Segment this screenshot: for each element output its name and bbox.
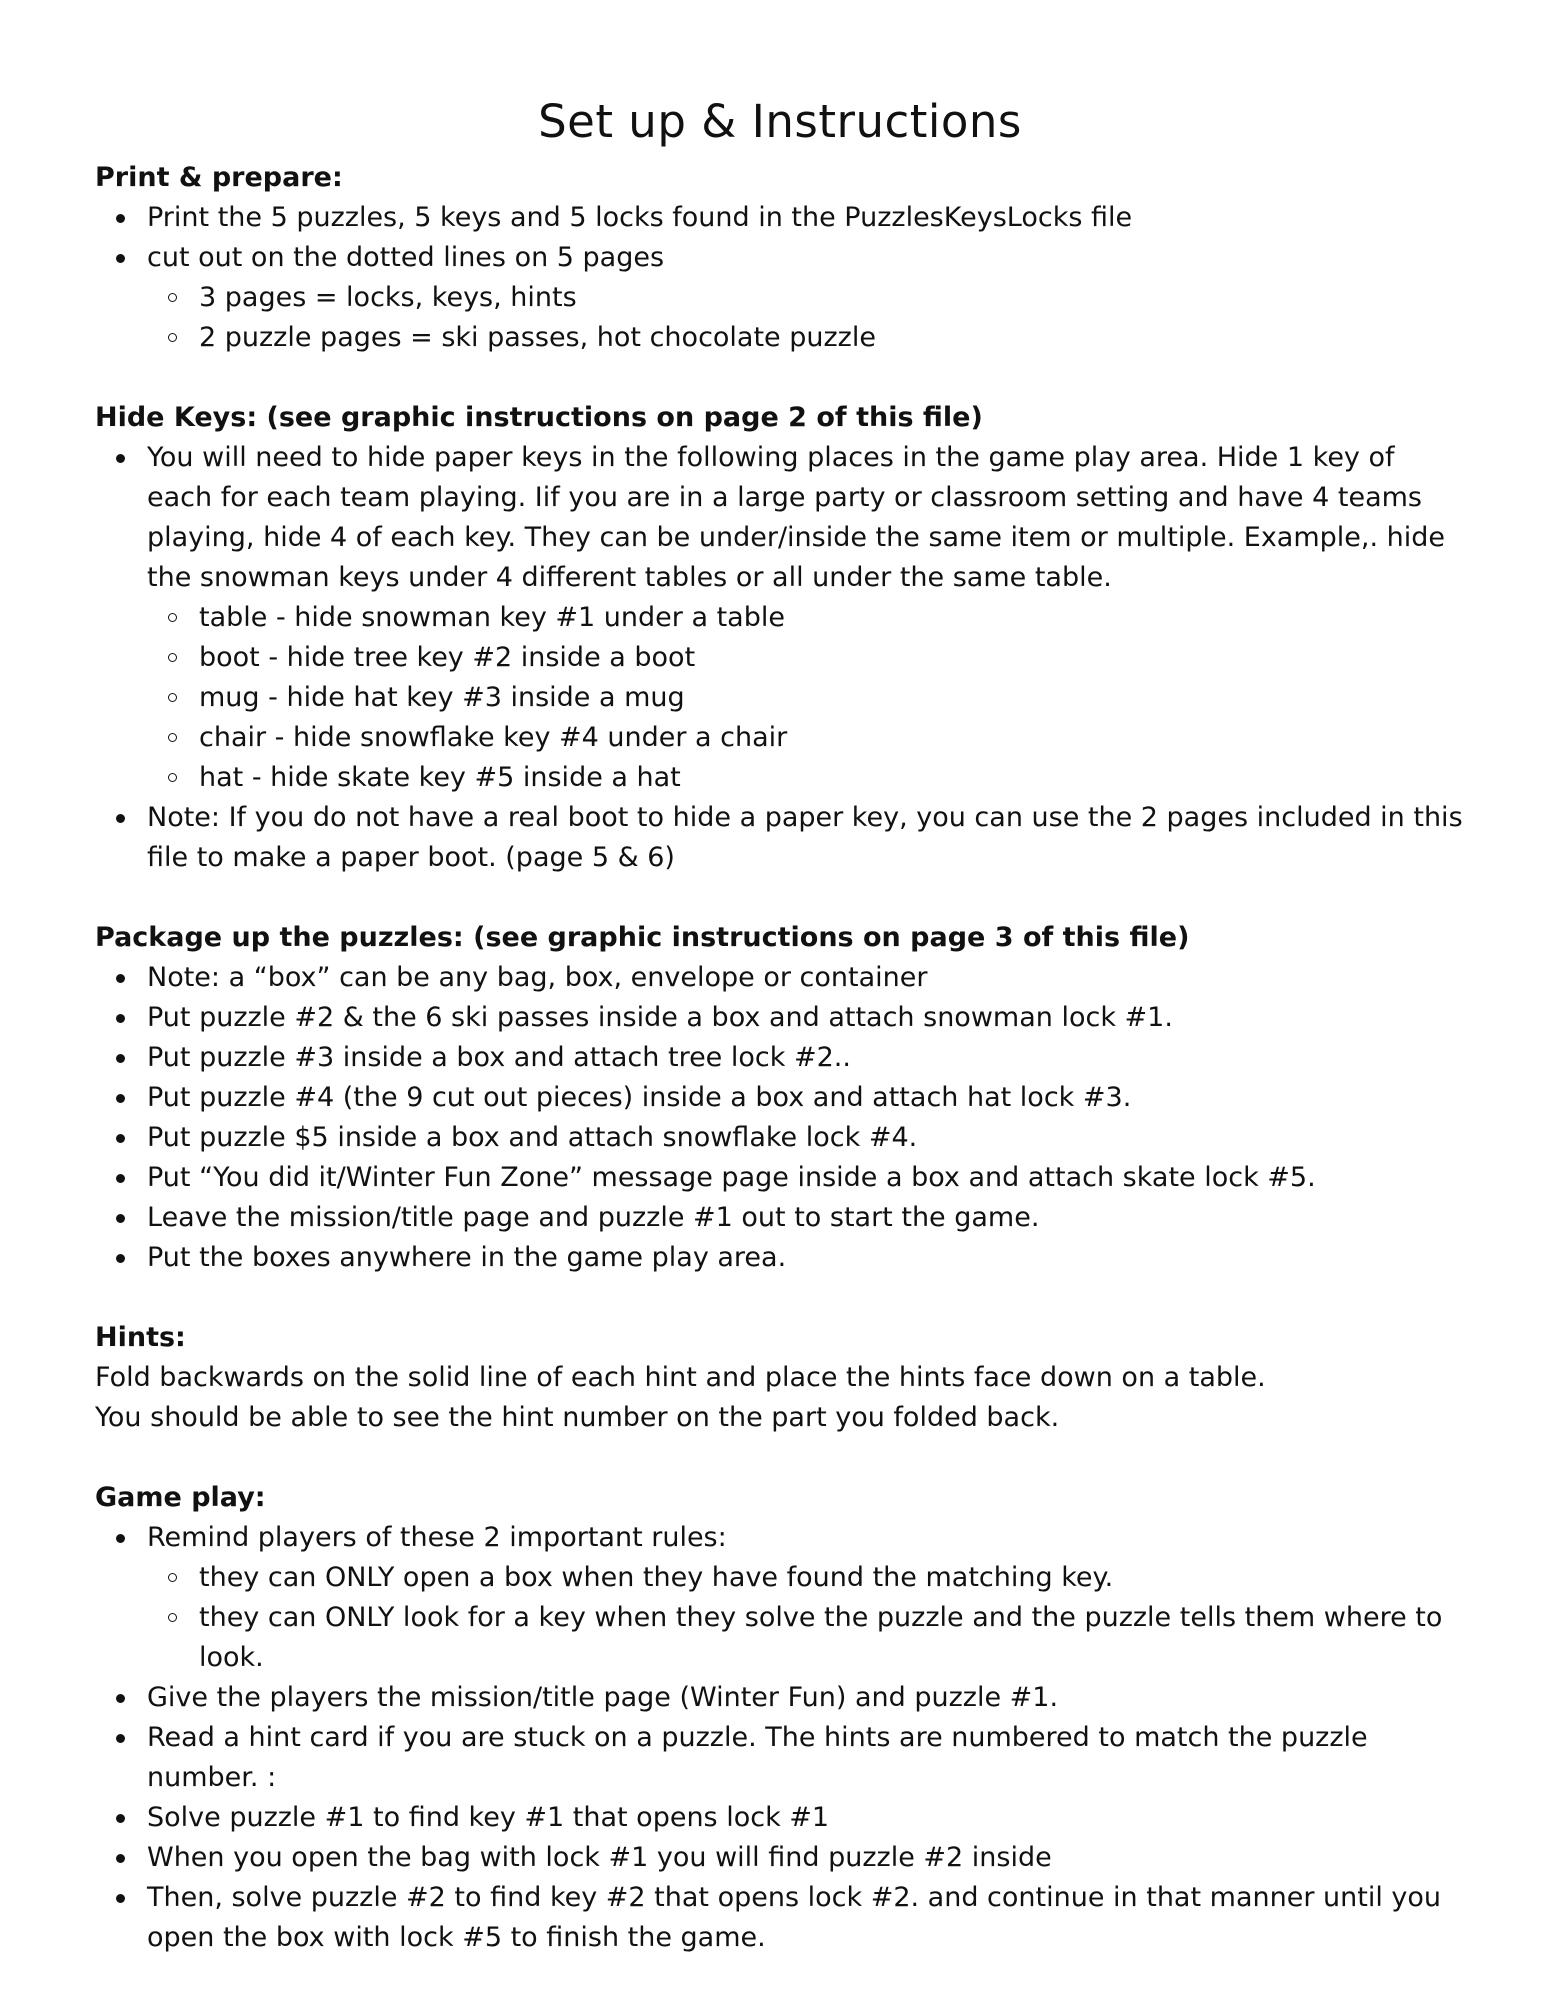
sub-list-item: they can ONLY open a box when they have found the matching key. [147, 1558, 1465, 1598]
print-prepare-sublist [147, 278, 1465, 358]
list-item [95, 238, 1465, 358]
sub-list-item: 2 puzzle pages = ski passes, hot chocolate puzzle [147, 318, 1465, 358]
section-package-puzzles [95, 918, 1465, 1278]
list-item [95, 1518, 1465, 1678]
section-heading-package-puzzles: Package up the puzzles: (see graphic instructions on page 3 of this file) [95, 922, 1190, 953]
section-hide-keys [95, 398, 1465, 878]
list-item-text: You will need to hide paper keys in the following places in the game play area. Hide 1 key of each for each team playing. Iif you are in a large party or classroom setting and have 4 teams playing, hide 4 of each key. They can be under/inside the same item or multiple. Example,. hide the snowman keys under 4 different tables or all under the same table. [147, 442, 1446, 593]
hints-text-line: Fold backwards on the solid line of each hint and place the hints face down on a table. [95, 1362, 1266, 1393]
list-item: Solve puzzle #1 to find key #1 that opens lock #1 [95, 1798, 1465, 1838]
section-heading-hide-keys: Hide Keys: (see graphic instructions on page 2 of this file) [95, 402, 983, 433]
sub-list-item: mug - hide hat key #3 inside a mug [147, 678, 1465, 718]
list-item: Note: a “box” can be any bag, box, envelope or container [95, 958, 1465, 998]
sub-list-item: hat - hide skate key #5 inside a hat [147, 758, 1465, 798]
section-heading-print-prepare: Print & prepare: [95, 162, 343, 193]
section-print-prepare [95, 158, 1465, 358]
game-play-rules-sublist [147, 1558, 1465, 1678]
list-item: Read a hint card if you are stuck on a puzzle. The hints are numbered to match the puzzle number. : [95, 1718, 1465, 1798]
list-item: Then, solve puzzle #2 to find key #2 that opens lock #2. and continue in that manner until you open the box with lock #5 to finish the game. [95, 1878, 1465, 1958]
hints-text-line: You should be able to see the hint number on the part you folded back. [95, 1402, 1060, 1433]
list-item [95, 438, 1465, 798]
list-item-text: Remind players of these 2 important rules: [147, 1522, 727, 1553]
list-item: Put the boxes anywhere in the game play area. [95, 1238, 1465, 1278]
list-item: Put puzzle #2 & the 6 ski passes inside a box and attach snowman lock #1. [95, 998, 1465, 1038]
page-title: Set up & Instructions [538, 95, 1022, 148]
section-heading-game-play: Game play: [95, 1482, 266, 1513]
package-list [95, 958, 1465, 1278]
sub-list-item: they can ONLY look for a key when they solve the puzzle and the puzzle tells them where to look. [147, 1598, 1465, 1678]
hide-keys-list [95, 438, 1465, 878]
print-prepare-list [95, 198, 1465, 358]
list-item: Put puzzle #3 inside a box and attach tree lock #2.. [95, 1038, 1465, 1078]
list-item: Print the 5 puzzles, 5 keys and 5 locks found in the PuzzlesKeysLocks file [95, 198, 1465, 238]
section-heading-hints: Hints: [95, 1322, 186, 1353]
list-item: Put “You did it/Winter Fun Zone” message page inside a box and attach skate lock #5. [95, 1158, 1465, 1198]
list-item: Put puzzle #4 (the 9 cut out pieces) inside a box and attach hat lock #3. [95, 1078, 1465, 1118]
sub-list-item: boot - hide tree key #2 inside a boot [147, 638, 1465, 678]
sub-list-item: 3 pages = locks, keys, hints [147, 278, 1465, 318]
list-item: Note: If you do not have a real boot to hide a paper key, you can use the 2 pages included in this file to make a paper boot. (page 5 & 6) [95, 798, 1465, 878]
sub-list-item: table - hide snowman key #1 under a table [147, 598, 1465, 638]
list-item-text: cut out on the dotted lines on 5 pages [147, 242, 665, 273]
list-item: Leave the mission/title page and puzzle #1 out to start the game. [95, 1198, 1465, 1238]
game-play-list [95, 1518, 1465, 1958]
list-item: Put puzzle $5 inside a box and attach snowflake lock #4. [95, 1118, 1465, 1158]
section-game-play [95, 1478, 1465, 1958]
sub-list-item: chair - hide snowflake key #4 under a chair [147, 718, 1465, 758]
list-item: When you open the bag with lock #1 you will find puzzle #2 inside [95, 1838, 1465, 1878]
list-item: Give the players the mission/title page (Winter Fun) and puzzle #1. [95, 1678, 1465, 1718]
hide-keys-sublist [147, 598, 1465, 798]
section-hints [95, 1318, 1465, 1438]
